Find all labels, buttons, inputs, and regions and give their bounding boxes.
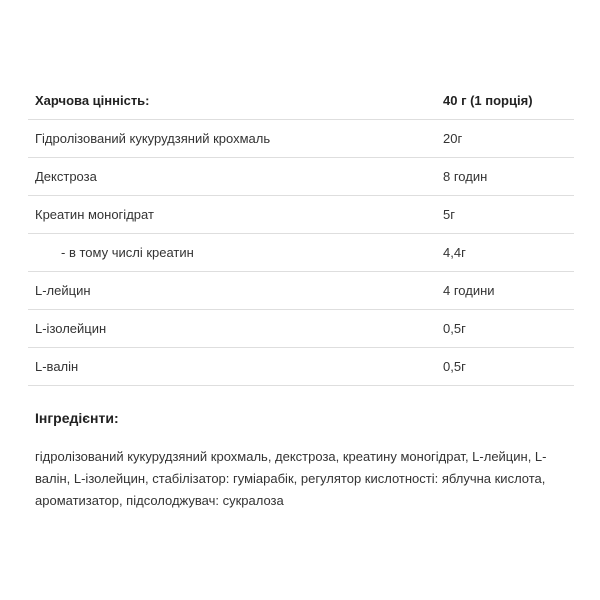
nutrient-name: L-ізолейцин [35, 321, 107, 336]
nutrient-name: L-лейцин [35, 283, 91, 298]
nutrient-value: 8 годин [443, 169, 488, 184]
nutrient-name: L-валін [35, 359, 79, 374]
nutrient-name: Гідролізований кукурудзяний крохмаль [35, 131, 271, 146]
nutrition-header-label: Харчова цінність: [35, 93, 150, 108]
table-row [28, 158, 574, 196]
nutrient-value: 4,4г [443, 245, 466, 260]
table-header-row [28, 82, 574, 120]
nutrient-value: 4 години [443, 283, 495, 298]
ingredients-text [35, 446, 560, 512]
nutrient-value: 5г [443, 207, 455, 222]
table-row [28, 272, 574, 310]
table-row [28, 196, 574, 234]
nutrient-name: Декстроза [35, 169, 97, 184]
ingredients-line: ароматизатор, підсолоджувач: сукралоза [35, 493, 284, 508]
ingredients-line: валін, L-ізолейцин, стабілізатор: гуміарабік, регулятор кислотності: яблучна кислота, [35, 471, 546, 486]
nutrition-table [28, 82, 574, 386]
nutrition-header-value: 40 г (1 порція) [443, 93, 533, 108]
table-row [28, 310, 574, 348]
ingredients-line: гідролізований кукурудзяний крохмаль, декстроза, креатину моногідрат, L-лейцин, L- [35, 449, 547, 464]
nutrient-value: 0,5г [443, 321, 466, 336]
table-row [28, 348, 574, 386]
table-row [28, 120, 574, 158]
nutrient-name: Креатин моногідрат [35, 207, 154, 222]
ingredients-title: Інгредієнти: [35, 410, 119, 426]
table-row [28, 234, 574, 272]
nutrient-name: - в тому числі креатин [61, 245, 194, 260]
nutrient-value: 0,5г [443, 359, 466, 374]
nutrient-value: 20г [443, 131, 463, 146]
